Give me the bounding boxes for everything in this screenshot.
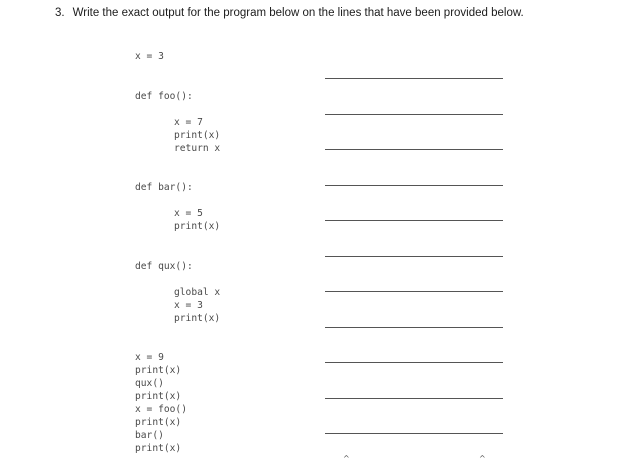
answer-line-4[interactable]	[325, 185, 503, 186]
code-line-main-0: x = 9	[135, 352, 164, 363]
code-line-def-qux: def qux():	[135, 261, 193, 272]
code-line-main-3: print(x)	[135, 391, 182, 402]
code-line-foo-print: print(x)	[174, 130, 221, 141]
code-line-main-2: qux()	[135, 378, 164, 389]
answer-line-10[interactable]	[325, 398, 503, 399]
code-line-qux-global: global x	[174, 287, 221, 298]
code-line-def-foo: def foo():	[135, 91, 193, 102]
code-line-main-4: x = foo()	[135, 404, 187, 415]
question-prompt	[55, 7, 524, 19]
code-line-main-6: bar()	[135, 430, 164, 441]
answer-line-7[interactable]	[325, 291, 503, 292]
bottom-mark-right: ^	[479, 454, 486, 461]
code-line-bar-x: x = 5	[174, 208, 203, 219]
code-line-bar-print: print(x)	[174, 221, 221, 232]
code-line-main-5: print(x)	[135, 417, 182, 428]
answer-line-5[interactable]	[325, 220, 503, 221]
code-line-def-bar: def bar():	[135, 182, 193, 193]
code-line-main-1: print(x)	[135, 365, 182, 376]
code-line-qux-x: x = 3	[174, 300, 203, 311]
answer-line-1[interactable]	[325, 78, 503, 79]
answer-line-3[interactable]	[325, 149, 503, 150]
code-line-main-7: print(x)	[135, 443, 182, 454]
answer-line-8[interactable]	[325, 327, 503, 328]
code-line-x-init: x = 3	[135, 51, 164, 62]
code-line-qux-print: print(x)	[174, 313, 221, 324]
code-line-foo-return: return x	[174, 143, 221, 154]
answer-line-2[interactable]	[325, 114, 503, 115]
answer-line-11[interactable]	[325, 433, 503, 434]
bottom-mark-left: ^	[343, 454, 350, 461]
answer-line-6[interactable]	[325, 256, 503, 257]
code-line-foo-x: x = 7	[174, 117, 203, 128]
question-number: 3.	[55, 7, 65, 19]
question-text: Write the exact output for the program below on the lines that have been provided below.	[72, 7, 524, 19]
answer-line-9[interactable]	[325, 362, 503, 363]
